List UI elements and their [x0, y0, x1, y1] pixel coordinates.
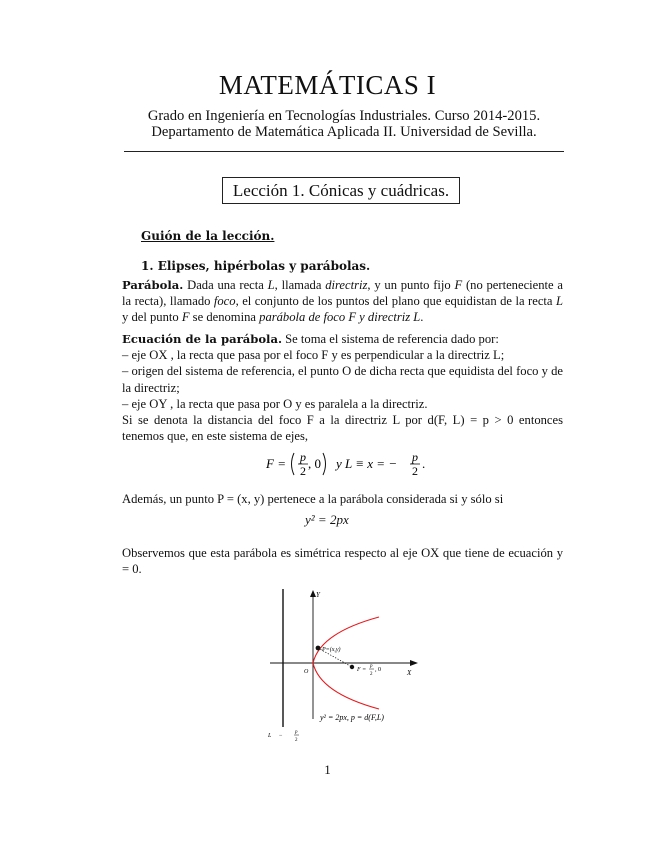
eq-directrix: y L ≡ x = −: [336, 456, 398, 471]
focus-point: [350, 665, 354, 669]
parabola-definition: [122, 277, 563, 326]
def-L: L: [555, 294, 563, 309]
page-number: 1: [324, 762, 331, 777]
neg-p: p: [295, 730, 298, 735]
lesson-title-box: Lección 1. Cónicas y cuádricas.: [222, 177, 460, 204]
ecuacion-item: – origen del sistema de referencia, el punto O de dicha recta que equidista del foco y de la directriz;: [122, 364, 563, 395]
section-heading: 1. Elipses, hipérbolas y parábolas.: [141, 259, 371, 273]
eq-p2: p: [412, 450, 418, 464]
ecuacion-item: – eje OX , la recta que pasa por el foco F y es perpendicular a la directriz L;: [122, 348, 505, 363]
def-name: parábola de foco F y directriz L: [259, 310, 421, 325]
def-text: y del punto: [122, 310, 182, 325]
header-rule: [124, 151, 564, 152]
guion-heading: Guión de la lección.: [141, 229, 275, 243]
point-p-label: P=(x,y): [322, 647, 341, 653]
ecuacion-intro: Se toma el sistema de referencia dado por:: [282, 332, 499, 346]
right-paren: [323, 453, 326, 475]
ecuacion-section: [122, 331, 563, 444]
def-text: Dada una recta: [183, 278, 268, 292]
origin-label: O: [304, 669, 309, 675]
x-axis-label: X: [407, 669, 412, 677]
focus-p: p: [370, 664, 373, 669]
def-L: L: [267, 278, 275, 292]
focus-tail: , 0: [375, 667, 381, 673]
def-directriz: directriz: [325, 278, 368, 292]
x-axis-arrow: [410, 660, 418, 666]
focus-directrix-equation: [264, 448, 434, 480]
ecuacion-term: Ecuación de la parábola.: [122, 332, 283, 346]
eq-lhs: F =: [266, 456, 286, 471]
document-title: MATEMÁTICAS I: [218, 70, 437, 100]
parabola-equation: y² = 2px: [305, 512, 349, 527]
ademas-sentence: Además, un punto P = (x, y) pertenece a la parábola considerada si y sólo si: [122, 492, 504, 506]
eq-two: 2: [300, 464, 306, 478]
def-text: .: [420, 310, 424, 325]
ecuacion-intro-line: [122, 331, 563, 347]
symmetry-sentence: Observemos que esta parábola es simétrica respecto al eje OX que tiene de ecuación y = 0.: [122, 546, 563, 577]
eq-p: p: [300, 450, 306, 464]
def-text: (no perteneciente a la recta), llamado: [122, 278, 563, 309]
y-axis-label: Y: [316, 591, 320, 599]
def-text: , llamada: [274, 278, 326, 292]
def-text: , y un punto fijo: [367, 278, 455, 292]
def-F: F: [454, 278, 463, 292]
course-subtitle: Grado en Ingeniería en Tecnologías Industriales. Curso 2014-2015.: [147, 108, 541, 124]
eq-comma-zero: , 0: [308, 456, 321, 471]
left-paren: [292, 453, 295, 475]
parabola-term: Parábola.: [122, 278, 184, 292]
def-text: , el conjunto de los puntos del plano que equidistan de la recta: [235, 294, 556, 309]
focus-two: 2: [370, 672, 373, 677]
ecuacion-item: – eje OY , la recta que pasa por O y es paralela a la directriz.: [122, 396, 428, 411]
department-subtitle: Departamento de Matemática Aplicada II. Universidad de Sevilla.: [151, 124, 537, 140]
eq-end: .: [422, 456, 426, 471]
figure-equation-label: y² = 2px, p = d(F,L): [320, 713, 384, 722]
def-foco: foco: [213, 294, 236, 309]
parabola-figure: [262, 587, 432, 743]
distance-sentence: Si se denota la distancia del foco F a la directriz L por d(F, L) = p > 0 entonces tenemos que, en este sistema de ejes,: [122, 413, 563, 444]
def-F: F: [181, 310, 190, 325]
eq-two-2: 2: [412, 464, 418, 478]
neg-label: −: [279, 733, 283, 739]
def-text: se denomina: [189, 310, 260, 325]
neg-two: 2: [295, 738, 298, 743]
directrix-label: L: [268, 733, 272, 739]
focus-label: F =: [357, 667, 367, 673]
